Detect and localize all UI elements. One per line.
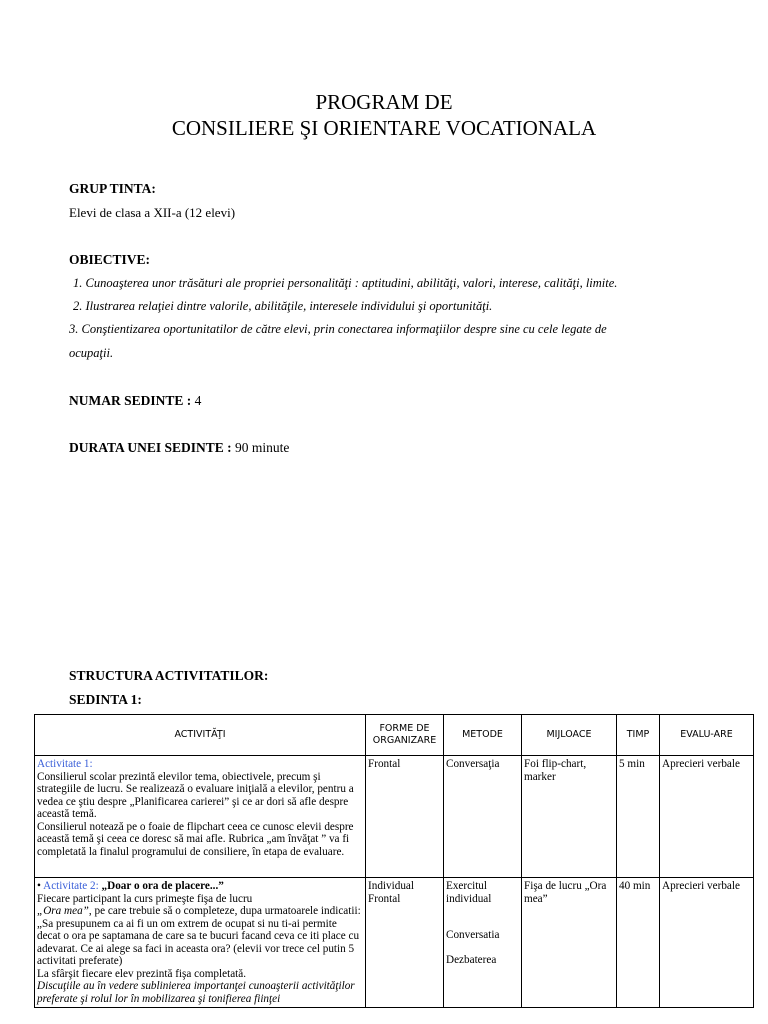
activity-1-forme: Frontal	[366, 756, 444, 878]
activity-2-line5: Discuţiile au în vedere sublinierea importanţei cunoaşterii activităţilor preferate şi rolul lor în mobilizarea şi tonifierea fiinţei	[37, 980, 355, 1005]
activity-2-line1: Fiecare participant la curs primeşte fişa de lucru	[37, 892, 253, 905]
table-header-row	[35, 715, 754, 756]
activity-2-metode-3: Dezbaterea	[446, 953, 497, 966]
activity-2-title-bold: „Doar o ora de placere...”	[101, 880, 224, 892]
objective-item-2: 2. Ilustrarea relaţiei dintre valorile, abilităţile, interesele individului şi oportunităţi.	[73, 299, 493, 313]
numar-sedinte-label: NUMAR SEDINTE :	[69, 393, 192, 408]
numar-sedinte-value: 4	[194, 393, 202, 408]
activity-1-evaluare: Aprecieri verbale	[660, 756, 754, 878]
activity-2-timp: 40 min	[617, 878, 660, 1008]
activity-2-mijloace: Fişa de lucru „Ora mea”	[522, 878, 617, 1008]
table-row	[35, 756, 754, 878]
numar-sedinte	[69, 393, 201, 409]
durata-sedinte	[69, 440, 289, 456]
header-timp: TIMP	[617, 715, 660, 756]
document-title-line1: PROGRAM DE	[315, 90, 453, 114]
activity-2-metode-1: Exercitul individual	[446, 880, 492, 905]
activities-table	[34, 714, 754, 1008]
activity-1-title: Activitate 1:	[37, 758, 93, 770]
activity-2-evaluare: Aprecieri verbale	[660, 878, 754, 1008]
activity-2-cell	[35, 878, 366, 1008]
header-activitati: ACTIVITĂŢI	[35, 715, 366, 756]
activity-1-cell	[35, 756, 366, 878]
document-title-line2: CONSILIERE ŞI ORIENTARE VOCATIONALA	[171, 116, 597, 140]
objective-item-1: 1. Cunoaşterea unor trăsături ale propriei personalităţi : aptitudini, abilităţi, valori, interese, calităţi, limite.	[73, 276, 618, 290]
grup-tinta-label: GRUP TINTA:	[69, 181, 156, 196]
objective-item-3: 3. Conştientizarea oportunitatilor de către elevi, prin conectarea informaţiilor despre sine cu cele legate de	[69, 322, 607, 336]
activity-2-line3: „Sa presupunem ca ai fi un om extrem de ocupat si nu ti-ai permite decat o ora pe saptamana de care sa te bucuri facand ceva ce iti place cu adevarat. Ce ai alege sa faci in aceasta ora? (elevii vor trece cel putin 5 activitati preferate)	[37, 917, 360, 967]
activity-2-forme-1: Individual	[368, 880, 414, 892]
activity-1-timp: 5 min	[617, 756, 660, 878]
header-evaluare: EVALU-ARE	[660, 715, 754, 756]
obiective-label: OBIECTIVE:	[69, 252, 151, 267]
activity-2-forme-2: Frontal	[368, 892, 401, 905]
activity-2-metode-2: Conversatia	[446, 929, 500, 941]
activity-2-metode	[444, 878, 522, 1008]
activity-1-text: Consilierul scolar prezintă elevilor tema, obiectivele, precum şi strategiile de lucru. Se realizează o evaluare iniţială a elevilor, pentru a vedea ce ştiu despre „Planificarea carierei” şi ce ar dori să afle despre această temă.	[37, 770, 354, 820]
header-forme: FORME DE ORGANIZARE	[366, 715, 444, 756]
bullet-icon: •	[37, 880, 41, 892]
table-row	[35, 878, 754, 1008]
header-mijloace: MIJLOACE	[522, 715, 617, 756]
activity-1-text2: Consilierul notează pe o foaie de flipchart ceea ce cunosc elevii despre această temă şi ceea ce doresc să mai afle. Rubrica „am învăţat ” va fi completată la finalul programului de consiliere, în etapa de evaluare.	[37, 820, 354, 858]
activity-2-line2: , pe care trebuie să o completeze, dupa urmatoarele indicatii:	[88, 905, 361, 917]
sedinta-label: SEDINTA 1:	[69, 692, 142, 707]
structura-label: STRUCTURA ACTIVITATILOR:	[69, 668, 269, 683]
durata-label: DURATA UNEI SEDINTE :	[69, 440, 232, 455]
activity-1-metode: Conversaţia	[444, 756, 522, 878]
activity-2-worksheet-name: „Ora mea”	[37, 905, 89, 917]
header-metode: METODE	[444, 715, 522, 756]
activity-2-line4: La sfârşit fiecare elev prezintă fişa completată.	[37, 967, 247, 980]
activity-2-title: Activitate 2:	[43, 880, 99, 892]
objective-item-3-continued: ocupaţii.	[69, 346, 114, 360]
activity-1-mijloace: Foi flip-chart, marker	[522, 756, 617, 878]
durata-value: 90 minute	[235, 440, 290, 455]
grup-tinta-value: Elevi de clasa a XII-a (12 elevi)	[69, 205, 236, 220]
activity-2-forme	[366, 878, 444, 1008]
